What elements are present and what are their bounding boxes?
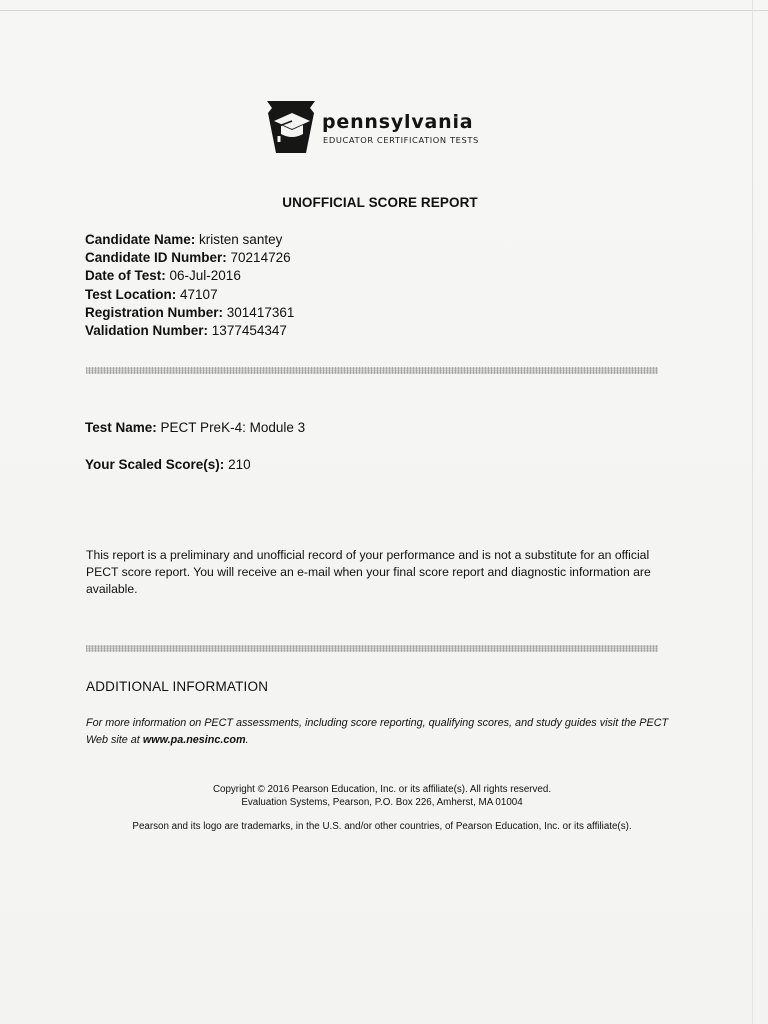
scaled-score-row	[85, 457, 251, 472]
test-name-row	[85, 420, 305, 435]
candidate-id-label: Candidate ID Number:	[85, 250, 227, 266]
scaled-score-value: 210	[228, 457, 251, 472]
test-date-label: Date of Test:	[85, 268, 166, 284]
candidate-name-value: kristen santey	[199, 232, 283, 247]
pennsylvania-logo	[264, 99, 504, 157]
registration-number-row	[85, 304, 294, 322]
copyright-block	[0, 783, 764, 809]
registration-number-value: 301417361	[226, 304, 295, 320]
test-name-label: Test Name:	[85, 420, 157, 435]
logo-brand-text: pennsylvania	[322, 111, 474, 133]
additional-info-heading: ADDITIONAL INFORMATION	[86, 679, 269, 694]
additional-info-text	[86, 715, 676, 749]
section-divider-bottom	[86, 645, 658, 652]
additional-info-body: For more information on PECT assessments, including score reporting, qualifying scores, and study guides visit the PECT Web site at	[86, 717, 669, 746]
trademark-line: Pearson and its logo are trademarks, in the U.S. and/or other countries, of Pearson Education, Inc. or its affiliate(s).	[132, 821, 632, 832]
candidate-name-row	[85, 231, 294, 249]
scaled-score-label: Your Scaled Score(s):	[85, 457, 225, 472]
candidate-id-value: 70214726	[230, 250, 291, 266]
test-name-value: PECT PreK-4: Module 3	[160, 420, 306, 435]
report-title: UNOFFICIAL SCORE REPORT	[282, 195, 478, 210]
scan-right-edge	[752, 0, 753, 1024]
validation-number-value: 1377454347	[211, 323, 287, 339]
test-date-row	[85, 267, 294, 285]
candidate-info	[85, 231, 294, 340]
logo-tagline: EDUCATOR CERTIFICATION TESTS	[323, 135, 479, 145]
test-location-value: 47107	[180, 286, 218, 302]
validation-number-row	[85, 322, 294, 340]
validation-number-label: Validation Number:	[85, 323, 209, 339]
disclaimer-text: This report is a preliminary and unofficial record of your performance and is not a substitute for an official PECT score report. You will receive an e-mail when your final score report and diagnostic information are available.	[86, 548, 651, 596]
test-location-row	[85, 286, 294, 304]
registration-number-label: Registration Number:	[85, 304, 224, 320]
scan-top-edge	[0, 10, 768, 11]
test-location-label: Test Location:	[85, 286, 177, 302]
test-date-value: 06-Jul-2016	[169, 268, 241, 284]
section-divider-top	[86, 367, 658, 374]
candidate-name-label: Candidate Name:	[85, 232, 196, 247]
additional-info-period: .	[245, 734, 249, 746]
keystone-mortarboard-icon	[264, 99, 320, 155]
candidate-id-row	[85, 249, 294, 267]
website-link[interactable]: www.pa.nesinc.com	[142, 734, 246, 746]
copyright-line: Copyright © 2016 Pearson Education, Inc. or its affiliate(s). All rights reserved.	[212, 784, 552, 795]
address-line: Evaluation Systems, Pearson, P.O. Box 226, Amherst, MA 01004	[241, 797, 523, 808]
